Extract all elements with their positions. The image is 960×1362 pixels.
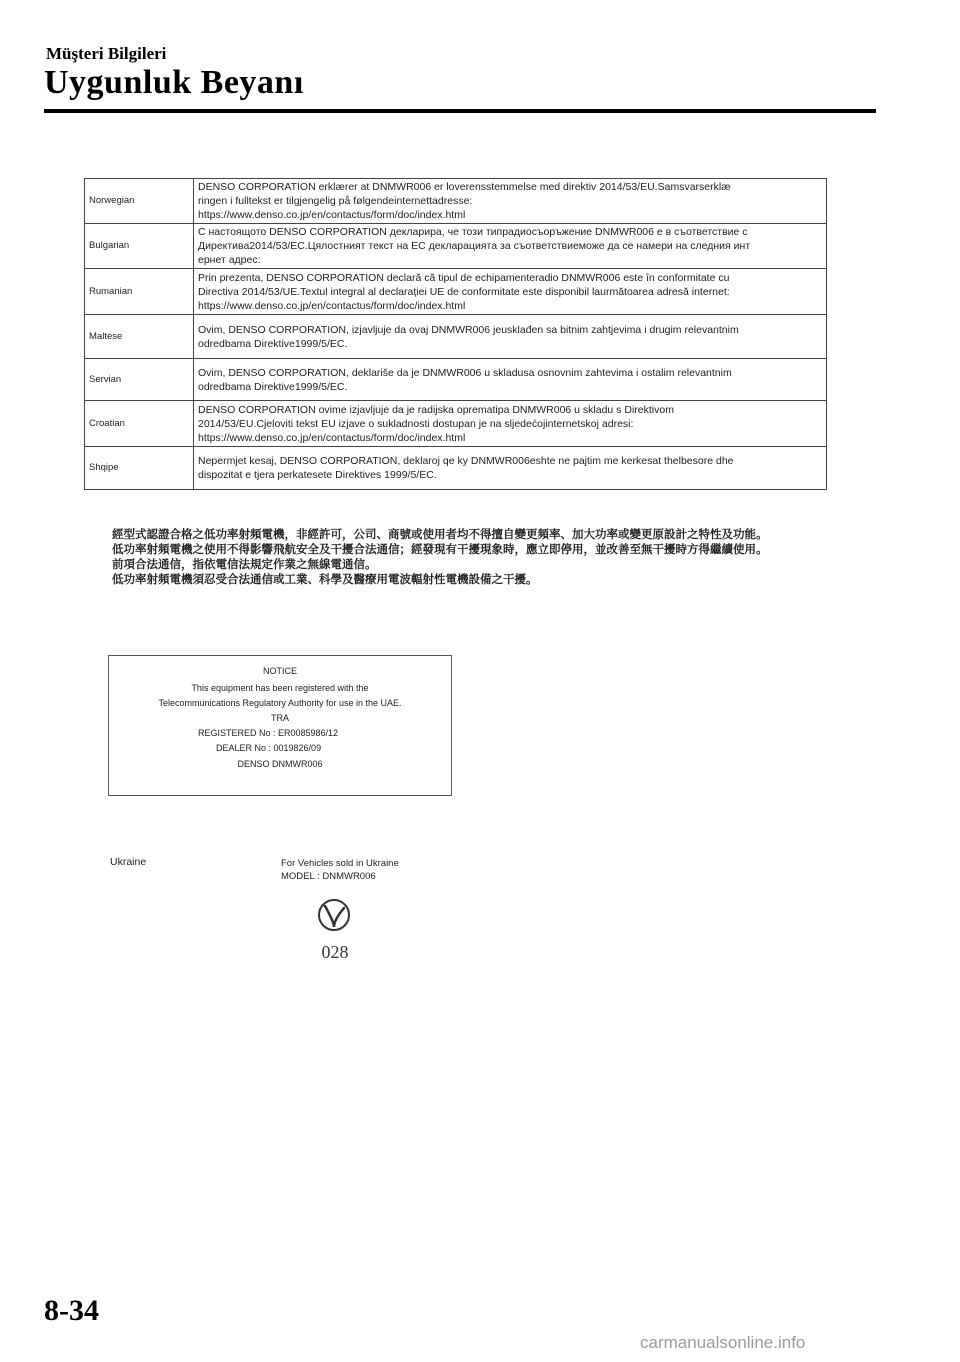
declaration-line: Directiva 2014/53/UE.Textul integral al declarației UE de conformitate este disponibil laurmătoarea adresă internet: [198, 285, 730, 298]
taiwan-notice-line: 前項合法通信，指依電信法規定作業之無線電通信。 [112, 557, 377, 571]
declaration-line: ернет адрес: [198, 254, 261, 266]
table-row [85, 269, 827, 315]
declaration-line: odredbama Direktive1999/5/EC. [198, 337, 348, 350]
ukraine-mark-number: 028 [321, 942, 349, 962]
ukraine-line: For Vehicles sold in Ukraine [281, 858, 399, 869]
ukraine-conformity-mark-icon [308, 892, 364, 962]
language-cell: Bulgarian [85, 224, 194, 269]
section-label: Müşteri Bilgileri [46, 44, 167, 63]
taiwan-notice-line: 經型式認證合格之低功率射頻電機，非經許可，公司、商號或使用者均不得擅自變更頻率、加大功率或變更原設計之特性及功能。 [112, 527, 768, 541]
language-cell: Rumanian [85, 269, 194, 315]
declaration-cell [194, 224, 827, 269]
uae-dealer-number: DEALER No : 0019826/09 [216, 743, 322, 753]
language-cell: Shqipe [85, 447, 194, 490]
declaration-cell [194, 359, 827, 401]
table-row [85, 401, 827, 447]
declaration-line: Nepermjet kesaj, DENSO CORPORATION, deklaroj qe ky DNMWR006eshte ne pajtim me kerkesat thelbesore dhe [198, 455, 734, 467]
uae-notice-line: TRA [271, 713, 289, 723]
language-cell: Maltese [85, 315, 194, 359]
declaration-line: С настоящото DENSO CORPORATION декларира, че този типрадиосъоръжение DNMWR006 е в съответствие с [198, 226, 748, 238]
declaration-cell [194, 401, 827, 447]
table-row [85, 224, 827, 269]
uae-notice-line: Telecommunications Regulatory Authority for use in the UAE. [158, 698, 402, 708]
declaration-line: odredbama Direktive1999/5/EC. [198, 380, 348, 393]
declaration-cell [194, 315, 827, 359]
uae-model: DENSO DNMWR006 [237, 759, 323, 769]
page-title: Uygunluk Beyanı [44, 64, 304, 101]
uae-registered-number: REGISTERED No : ER0085986/12 [198, 728, 339, 738]
title-rule [44, 109, 876, 113]
table-row [85, 179, 827, 224]
language-cell: Norwegian [85, 179, 194, 224]
declaration-cell [194, 179, 827, 224]
declaration-cell [194, 447, 827, 490]
declaration-line: Ovim, DENSO CORPORATION, izjavljuje da ovaj DNMWR006 jeusklađen sa bitnim zahtjevima i drugim relevantnim [198, 323, 739, 336]
language-cell: Servian [85, 359, 194, 401]
declaration-line: DENSO CORPORATION ovime izjavljuje da je radijska oprematipa DNMWR006 u skladu s Direktivom [198, 403, 674, 416]
declaration-line: Ovim, DENSO CORPORATION, deklariše da je DNMWR006 u skladusa osnovnim zahtevima i ostalim relevantnim [198, 366, 732, 379]
page-number: 8-34 [44, 1294, 99, 1327]
declaration-line: https://www.denso.co.jp/en/contactus/form/doc/index.html [198, 299, 466, 312]
ukraine-line: MODEL : DNMWR006 [281, 871, 376, 882]
language-cell: Croatian [85, 401, 194, 447]
table-row [85, 447, 827, 490]
watermark: carmanualsonline.info [640, 1333, 806, 1352]
taiwan-notice-line: 低功率射頻電機之使用不得影響飛航安全及干擾合法通信；經發現有干擾現象時，應立即停用，並改善至無干擾時方得繼續使用。 [112, 542, 768, 556]
declaration-line: 2014/53/EU.Cjeloviti tekst EU izjave o sukladnosti dostupan je na sljedećojinternetskoj adresi: [198, 417, 634, 430]
table-row [85, 359, 827, 401]
declaration-line: https://www.denso.co.jp/en/contactus/form/doc/index.html [198, 209, 466, 221]
ukraine-label: Ukraine [110, 856, 147, 868]
declarations-table [84, 178, 827, 490]
uae-notice-title: NOTICE [262, 666, 297, 676]
declaration-line: DENSO CORPORATION erklærer at DNMWR006 er loverensstemmelse med direktiv 2014/53/EU.Samsvarserklæ [198, 181, 731, 193]
declaration-line: https://www.denso.co.jp/en/contactus/form/doc/index.html [198, 431, 466, 444]
taiwan-notice-line: 低功率射頻電機須忍受合法通信或工業、科學及醫療用電波輻射性電機設備之干擾。 [112, 572, 538, 586]
declaration-cell [194, 269, 827, 315]
declaration-line: Prin prezenta, DENSO CORPORATION declară că tipul de echipamenteradio DNMWR006 este în conformitate cu [198, 271, 730, 284]
declaration-line: Директива2014/53/ЕС.Цялостният текст на ЕС декларацията за съответствиеможе да се намери на следния инт [198, 240, 751, 252]
ukraine-text [281, 857, 399, 883]
declaration-line: ringen i fulltekst er tilgjengelig på følgendeinternettadresse: [198, 195, 473, 207]
taiwan-notice [112, 527, 832, 587]
table-row [85, 315, 827, 359]
uae-notice-box [108, 655, 452, 796]
declaration-line: dispozitat e tjera perkatesete Direktives 1999/5/EC. [198, 469, 437, 481]
uae-notice-line: This equipment has been registered with the [191, 683, 369, 693]
